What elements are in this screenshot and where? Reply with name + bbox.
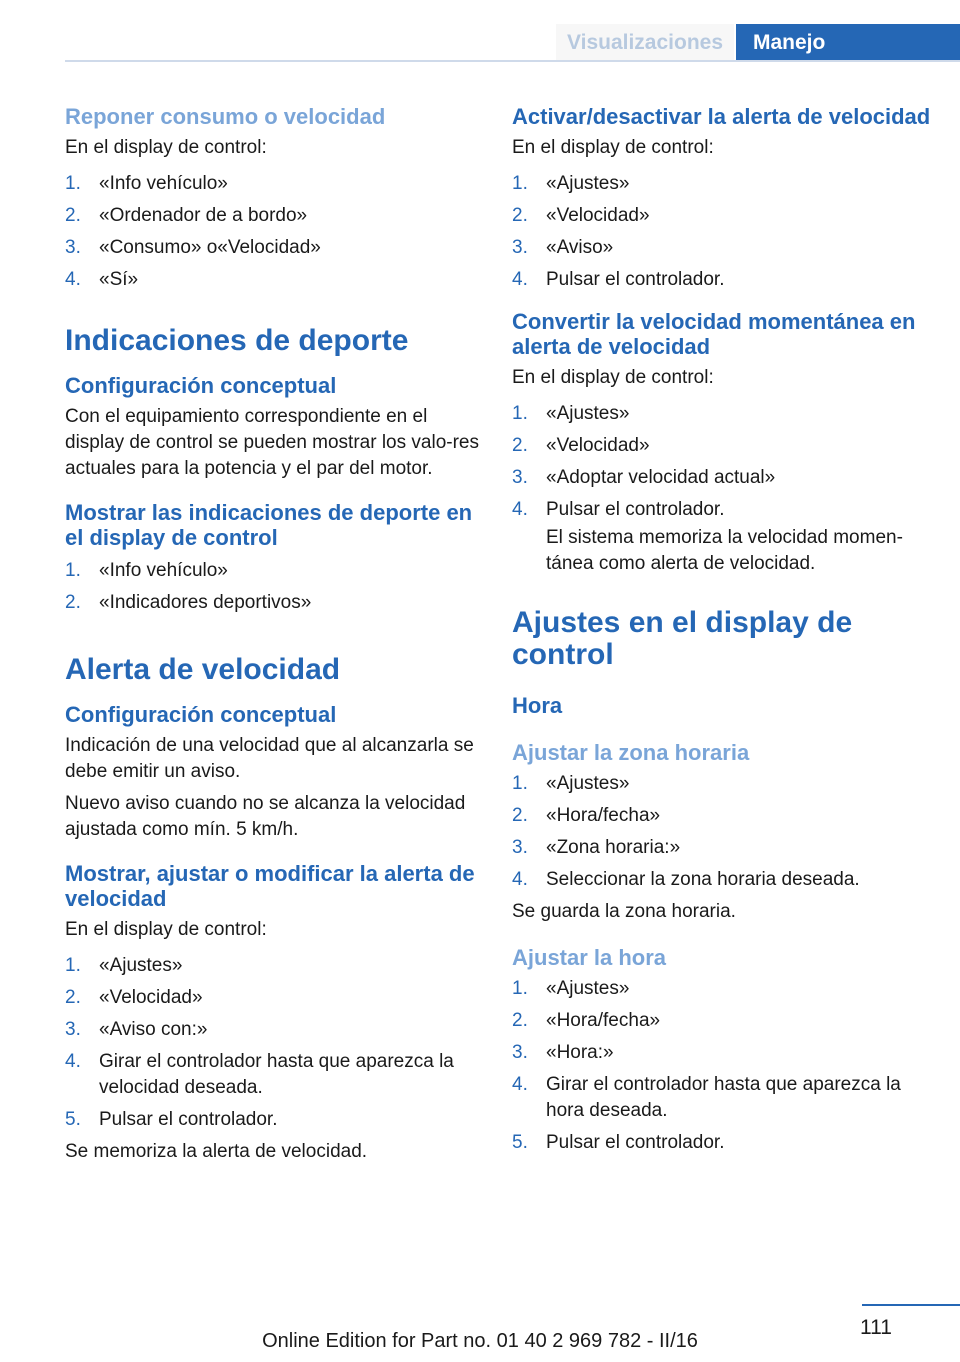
section-title-reset: Reponer consumo o velocidad — [65, 104, 386, 129]
step-number: 1. — [512, 403, 528, 424]
step-text: Pulsar el controlador. — [546, 269, 725, 290]
speed-concept-text-2: Nuevo aviso cuando no se alcanza la velocidad ajustada como mín. 5 km/h. — [65, 793, 466, 840]
step-text: «Info vehículo» — [99, 560, 228, 581]
toggle-intro: En el display de control: — [512, 137, 714, 158]
sport-show-title: Mostrar las indicaciones de deporte en el display de control — [65, 500, 473, 550]
edition-footer: Online Edition for Part no. 01 40 2 969 782 - II/16 — [262, 1330, 698, 1352]
section-title-sport: Indicaciones de deporte — [65, 324, 409, 357]
step-number: 1. — [512, 773, 528, 794]
speed-set-intro: En el display de control: — [65, 919, 267, 940]
tz-outro: Se guarda la zona horaria. — [512, 901, 736, 922]
step-number: 1. — [65, 560, 81, 581]
sport-concept-title: Configuración conceptual — [65, 373, 337, 398]
list-item — [65, 985, 480, 1011]
right-column — [512, 100, 932, 1162]
left-column — [65, 100, 480, 1165]
convert-title: Convertir la velocidad momentánea en alerta de velocidad — [512, 309, 916, 359]
step-number: 1. — [512, 978, 528, 999]
list-item — [512, 171, 932, 197]
step-number: 1. — [512, 173, 528, 194]
list-item — [65, 590, 480, 616]
step-number: 4. — [512, 869, 528, 890]
time-title: Hora — [512, 693, 563, 718]
list-item — [512, 465, 932, 491]
step-text: «Velocidad» — [99, 987, 203, 1008]
tab-visualizaciones[interactable]: Visualizaciones — [556, 24, 734, 62]
speed-set-title: Mostrar, ajustar o modificar la alerta de velocidad — [65, 861, 475, 911]
speed-set-steps — [65, 953, 480, 1133]
step-text: «Consumo» o«Velocidad» — [99, 237, 321, 258]
step-text: Girar el controlador hasta que aparezca la hora deseada. — [546, 1074, 901, 1121]
convert-note: El sistema memoriza la velocidad momen-tánea como alerta de velocidad. — [546, 527, 903, 574]
step-number: 2. — [512, 205, 528, 226]
hour-title: Ajustar la hora — [512, 945, 667, 970]
list-item — [65, 1017, 480, 1043]
step-text: «Ajustes» — [546, 978, 630, 999]
step-number: 4. — [65, 1051, 81, 1072]
step-text: «Hora/fecha» — [546, 805, 661, 826]
step-text: «Hora:» — [546, 1042, 614, 1063]
step-number: 2. — [65, 205, 81, 226]
speed-set-outro: Se memoriza la alerta de velocidad. — [65, 1141, 368, 1162]
speed-concept-title: Configuración conceptual — [65, 702, 337, 727]
speed-concept-text-1: Indicación de una velocidad que al alcanzarla se debe emitir un aviso. — [65, 735, 474, 782]
list-item — [65, 203, 480, 229]
list-item — [512, 803, 932, 829]
step-number: 1. — [65, 955, 81, 976]
reset-intro: En el display de control: — [65, 137, 267, 158]
step-text: «Velocidad» — [546, 435, 650, 456]
hour-steps — [512, 976, 932, 1156]
list-item — [512, 401, 932, 427]
list-item — [65, 267, 480, 293]
step-text: Pulsar el controlador. — [546, 499, 725, 520]
tab-manejo[interactable]: Manejo — [736, 24, 960, 62]
step-number: 4. — [512, 269, 528, 290]
page-number: 111 — [860, 1316, 892, 1339]
list-item — [512, 203, 932, 229]
list-item — [65, 235, 480, 261]
step-number: 5. — [512, 1132, 528, 1153]
tz-steps — [512, 771, 932, 893]
step-text: Pulsar el controlador. — [99, 1109, 278, 1130]
list-item — [512, 976, 932, 1002]
list-item — [512, 433, 932, 459]
step-number: 2. — [512, 805, 528, 826]
section-title-settings: Ajustes en el display de control — [512, 606, 853, 671]
step-number: 2. — [512, 1010, 528, 1031]
list-item — [512, 835, 932, 861]
list-item — [65, 171, 480, 197]
list-item — [512, 235, 932, 261]
sport-show-steps — [65, 558, 480, 616]
step-text: «Hora/fecha» — [546, 1010, 661, 1031]
step-text: Pulsar el controlador. — [546, 1132, 725, 1153]
step-text: «Indicadores deportivos» — [99, 592, 312, 613]
step-text: «Ajustes» — [546, 173, 630, 194]
convert-intro: En el display de control: — [512, 367, 714, 388]
step-text: «Ordenador de a bordo» — [99, 205, 308, 226]
list-item — [512, 1008, 932, 1034]
step-number: 2. — [65, 592, 81, 613]
step-number: 2. — [512, 435, 528, 456]
step-text: «Ajustes» — [546, 773, 630, 794]
sport-concept-text: Con el equipamiento correspondiente en el display de control se pueden mostrar los valo-res actuales para la potencia y el par del motor. — [65, 406, 479, 479]
reset-steps — [65, 171, 480, 293]
step-text: «Velocidad» — [546, 205, 650, 226]
list-item — [65, 953, 480, 979]
list-item — [65, 1049, 480, 1101]
section-title-speed-alert: Alerta de velocidad — [65, 653, 341, 686]
toggle-steps — [512, 171, 932, 293]
step-number: 4. — [512, 499, 528, 520]
step-number: 4. — [512, 1074, 528, 1095]
list-item — [512, 267, 932, 293]
step-text: «Sí» — [99, 269, 139, 290]
tz-title: Ajustar la zona horaria — [512, 740, 750, 765]
step-number: 1. — [65, 173, 81, 194]
step-number: 2. — [65, 987, 81, 1008]
step-text: «Info vehículo» — [99, 173, 228, 194]
list-item — [65, 558, 480, 584]
list-item — [512, 1130, 932, 1156]
list-item — [512, 497, 932, 523]
step-number: 3. — [65, 237, 81, 258]
list-item — [512, 867, 932, 893]
step-text: Seleccionar la zona horaria deseada. — [546, 869, 860, 890]
step-number: 3. — [512, 237, 528, 258]
list-item — [512, 771, 932, 797]
step-text: «Ajustes» — [99, 955, 183, 976]
step-number: 3. — [512, 837, 528, 858]
step-text: «Aviso con:» — [99, 1019, 208, 1040]
step-text: «Aviso» — [546, 237, 614, 258]
toggle-title: Activar/desactivar la alerta de velocidad — [512, 104, 931, 129]
step-number: 3. — [512, 1042, 528, 1063]
header-divider — [65, 60, 960, 62]
footer-divider — [862, 1304, 960, 1306]
convert-steps — [512, 401, 932, 523]
list-item — [512, 1040, 932, 1066]
step-text: Girar el controlador hasta que aparezca la velocidad deseada. — [99, 1051, 454, 1098]
list-item — [65, 1107, 480, 1133]
step-number: 4. — [65, 269, 81, 290]
step-number: 5. — [65, 1109, 81, 1130]
list-item — [512, 1072, 932, 1124]
step-text: «Adoptar velocidad actual» — [546, 467, 776, 488]
step-text: «Ajustes» — [546, 403, 630, 424]
step-number: 3. — [512, 467, 528, 488]
step-text: «Zona horaria:» — [546, 837, 681, 858]
step-number: 3. — [65, 1019, 81, 1040]
